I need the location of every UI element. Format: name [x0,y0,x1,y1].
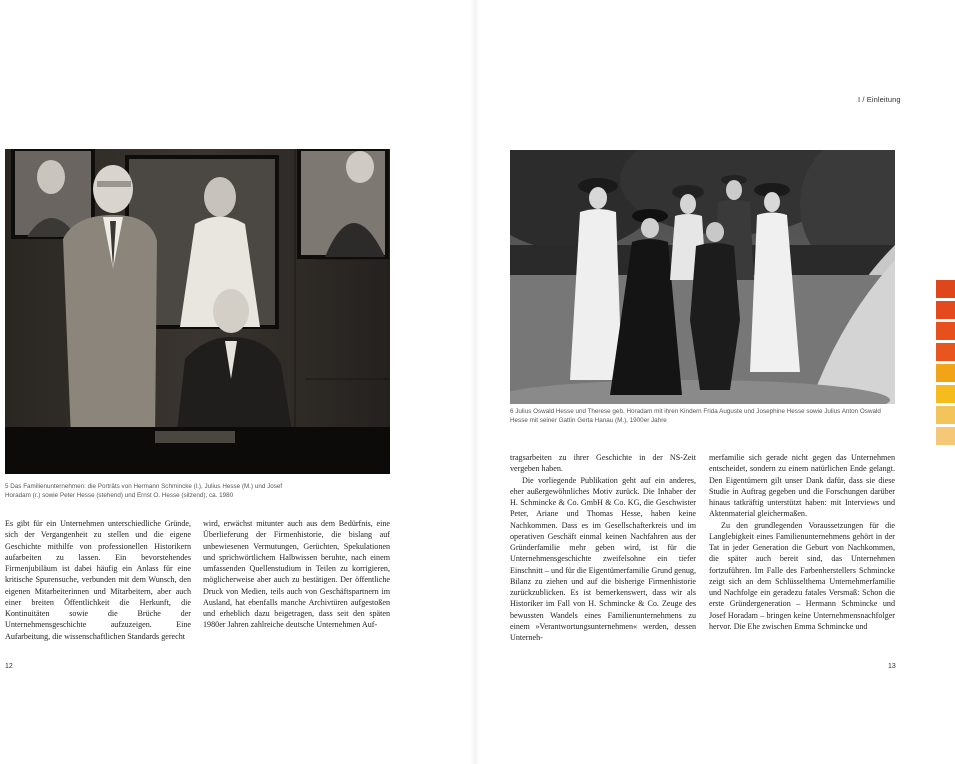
book-gutter [470,0,480,764]
historic-group-photo [510,150,895,404]
text-column-2 [709,452,895,632]
chapter-color-tab [936,280,955,298]
paragraph: Zu den grundlegenden Voraussetzungen für die Langlebigkeit eines Familienunternehmens gehört in der Tat in jeder Generation die Geburt von Nachkommen, die später auch bereit sind, das Unternehmen fortzuführen. Im Falle des Farbenherstellers Schmincke zeigt sich an dem Schlüsselthema Unternehmerfamilie und Nachfolge ein geradezu fatales Versmaß: Schon die erste Gründergeneration – Hermann Schmincke und Josef Horadam – bringen keine Unternehmensnachfolger hervor. Die Ehe zwischen Emma Schmincke und [709,520,895,631]
photo-caption: 6 Julius Oswald Hesse und Therese geb. Horadam mit ihren Kindern Frida Auguste und Josephine Hesse sowie Julius Anton Oswald Hesse mit seiner Gattin Gerta Hanau (M.), 1900er Jahre [510,408,881,424]
text-column-2 [203,518,390,631]
group-photo-illustration [510,150,895,404]
paragraph: Die vorliegende Publikation geht auf ein anderes, eher außergewöhnliches Motiv zurück. Die Inhaber der H. Schmincke & Co. GmbH & Co. KG, die Geschwister Peter, Ariane und Thomas Hesse, haben keine Nachkommen. Dass es im Gesellschafterkreis und im operativen Geschäft einmal keinen Nachfahren aus der Gründerfamilie mehr geben wird, ist für die Unternehmensgeschichte zweifelsohne ein tiefer Einschnitt – und für die Eigentümerfamilie Grund genug, Bilanz zu ziehen und auf die bisherige Firmenhistorie zurückzublicken. Es ist bemerkenswert, dass wir als Historiker im Fall von H. Schmincke & Co. Zeuge des bewussten Wandels eines Familienunternehmens zu einem »Verantwortungsunternehmen« werden, dessen Unterneh- [510,475,696,642]
chapter-color-tab [936,343,955,361]
portrait-photo-illustration [5,149,390,474]
chapter-color-tab [936,301,955,319]
chapter-color-tabs [936,280,955,448]
paragraph: Es gibt für ein Unternehmen unterschiedliche Gründe, sich der Vergangenheit zu stellen und die eigene Geschichte mithilfe von professionellen Historikern aufarbeiten zu lassen. Ein bevorstehendes Firmenjubiläum ist dabei häufig ein Anlass für eine kritische Spurensuche, verbunden mit dem Wunsch, den eigenen Mitarbeiterinnen und Mitarbeitern, aber auch einer breiten Öffentlichkeit die Herkunft, die Kontinuitäten sowie die Brüche der Unternehmensgeschichte aufzuzeigen. Eine Aufarbeitung, die wissenschaftlichen Standards gerecht [5,519,191,641]
page-number: 13 [888,663,896,670]
chapter-color-tab [936,364,955,382]
text-column-1 [510,452,696,643]
right-page [480,0,955,764]
page-number: 12 [5,663,13,670]
section-header: I / Einleitung [858,95,901,104]
chapter-color-tab [936,322,955,340]
paragraph: wird, erwächst mitunter auch aus dem Bedürfnis, eine Überlieferung der Firmenhistorie, die bislang auf unbewiesenen Vermutungen, Gerüchten, Spekulationen und sprichwörtlichem Halbwissen beruhte, nach einem umfassenden Quellenstudium in Teilen zu korrigieren, möglicherweise aber auch zu bestätigen. Der öffentliche Druck von Medien, teils auch von Geschäftspartnern im Ausland, hat ebenfalls manche Archivtüren aufgestoßen und erheblich dazu beigetragen, dass seit den späten 1980er Jahren zahlreiche deutsche Unternehmen Auf- [203,519,390,630]
chapter-color-tab [936,385,955,403]
family-portrait-photo [5,149,390,474]
left-page [0,0,470,764]
text-column-1 [5,518,191,642]
paragraph: merfamilie sich gerade nicht gegen das Unternehmen entscheidet, sondern zu einem natürlichen Ende gelangt. Den Eigentümern gilt unser Dank dafür, dass sie diese Studie in Auftrag gegeben und die Forschungen darüber hinaus tatkräftig unterstützt haben: mit Interviews und Aktenmaterial gleichermaßen. [709,453,895,519]
photo-caption: 5 Das Familienunternehmen: die Porträts von Hermann Schmincke (l.), Julius Hesse (M.) und Josef Horadam (r.) sowie Peter Hesse (stehend) und Ernst O. Hesse (sitzend), ca. 1980 [5,483,283,499]
chapter-color-tab [936,427,955,445]
chapter-color-tab [936,406,955,424]
paragraph: tragsarbeiten zu ihrer Geschichte in der NS-Zeit vergeben haben. [510,453,696,474]
